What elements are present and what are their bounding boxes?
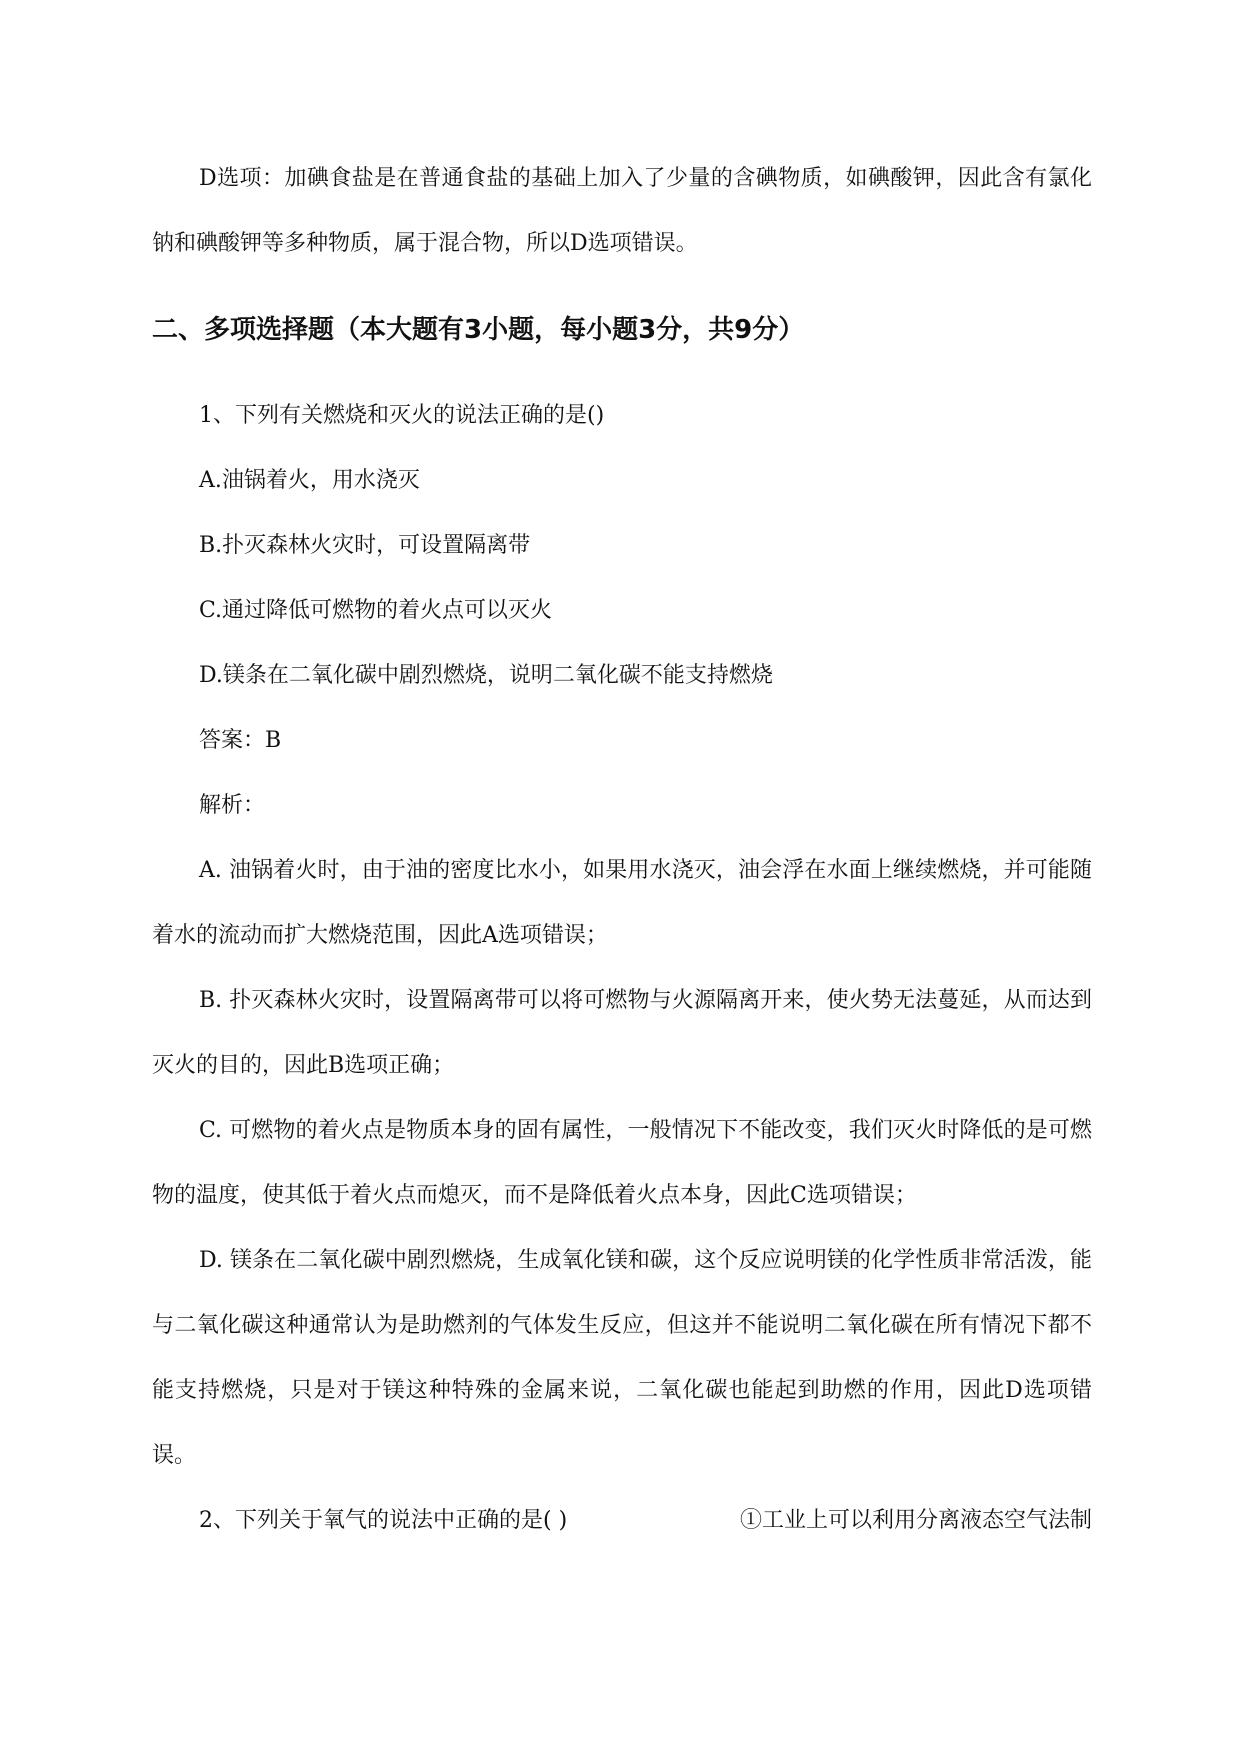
question-1	[152, 383, 1092, 1488]
question-1-option-a: A.油锅着火，用水浇灭	[199, 468, 420, 493]
question-1-answer: 答案：B	[199, 728, 282, 753]
document-body	[152, 146, 1092, 1553]
question-1-stem: 1、下列有关燃烧和灭火的说法正确的是()	[199, 403, 605, 428]
question-1-option-d: D.镁条在二氧化碳中剧烈燃烧，说明二氧化碳不能支持燃烧	[199, 663, 773, 688]
question-2	[152, 1488, 1092, 1553]
question-1-analysis-label: 解析：	[199, 793, 266, 818]
question-1-option-c: C.通过降低可燃物的着火点可以灭火	[199, 598, 553, 623]
question-1-option-b: B.扑灭森林火灾时，可设置隔离带	[199, 533, 531, 558]
question-1-analysis-b: B. 扑灭森林火灾时，设置隔离带可以将可燃物与火源隔离开来，使火势无法蔓延，从而达到灭火的目的，因此B选项正确；	[152, 988, 1092, 1078]
question-1-analysis-a: A. 油锅着火时，由于油的密度比水小，如果用水浇灭，油会浮在水面上继续燃烧，并可能随着水的流动而扩大燃烧范围，因此A选项错误；	[152, 858, 1092, 948]
question-2-stem: 2、下列关于氧气的说法中正确的是( )	[199, 1508, 568, 1533]
question-2-item-1: ①工业上可以利用分离液态空气法制	[739, 1508, 1092, 1533]
paragraph-option-d-explanation: D选项：加碘食盐是在普通食盐的基础上加入了少量的含碘物质，如碘酸钾，因此含有氯化钠和碘酸钾等多种物质，属于混合物，所以D选项错误。	[152, 166, 1092, 256]
question-1-analysis-d: D. 镁条在二氧化碳中剧烈燃烧，生成氧化镁和碳，这个反应说明镁的化学性质非常活泼，能与二氧化碳这种通常认为是助燃剂的气体发生反应，但这并不能说明二氧化碳在所有情况下都不能支持燃烧，只是对于镁这种特殊的金属来说，二氧化碳也能起到助燃的作用，因此D选项错误。	[152, 1248, 1092, 1468]
section-heading: 二、多项选择题（本大题有3小题，每小题3分，共9分）	[152, 315, 805, 345]
question-1-analysis-c: C. 可燃物的着火点是物质本身的固有属性，一般情况下不能改变，我们灭火时降低的是可燃物的温度，使其低于着火点而熄灭，而不是降低着火点本身，因此C选项错误；	[152, 1118, 1092, 1208]
